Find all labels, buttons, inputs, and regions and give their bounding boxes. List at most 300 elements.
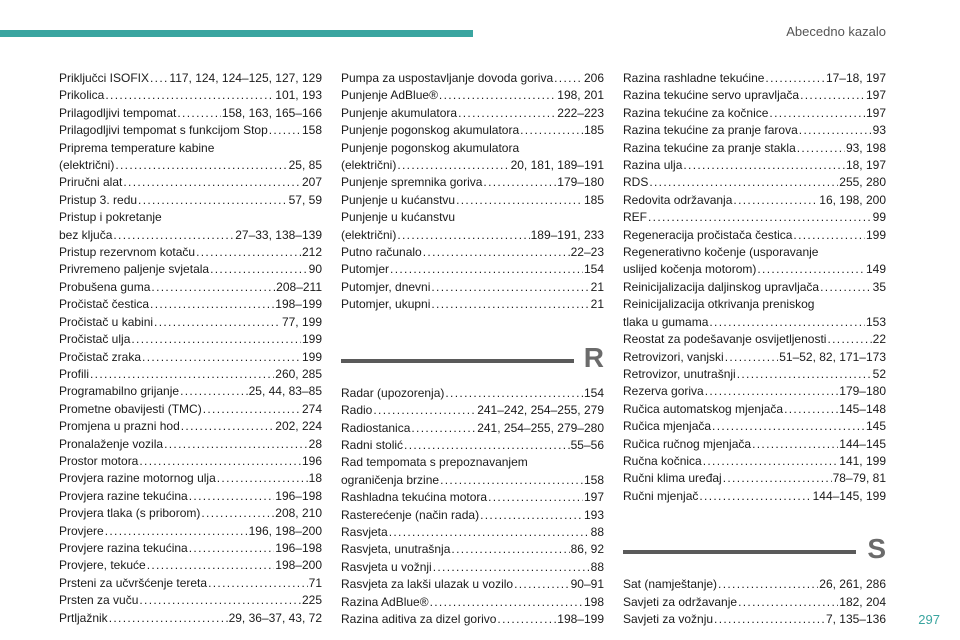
index-entry xyxy=(623,174,886,191)
entry-leader-dots xyxy=(797,140,845,157)
entry-term: Razina ulja xyxy=(623,158,683,173)
index-entry xyxy=(59,436,322,453)
entry-term: Prometne obavijesti (TMC) xyxy=(59,401,202,416)
entry-term: Prikolica xyxy=(59,88,105,103)
entry-leader-dots xyxy=(115,157,287,174)
entry-pages: 212 xyxy=(301,245,322,260)
index-entry xyxy=(623,488,886,505)
entry-pages: 198, 201 xyxy=(557,88,604,103)
entry-pages: 144–145, 199 xyxy=(812,488,886,503)
entry-term: Rezerva goriva xyxy=(623,384,704,399)
entry-leader-dots xyxy=(269,122,301,139)
entry-term: Putno računalo xyxy=(341,245,422,260)
index-entry xyxy=(341,541,604,558)
index-entry xyxy=(623,70,886,87)
index-entry xyxy=(341,385,604,402)
index-entry xyxy=(341,559,604,576)
entry-pages: 25, 44, 83–85 xyxy=(248,384,322,399)
index-entry xyxy=(341,472,604,489)
entry-term: Punjenje u kućanstvu xyxy=(341,192,456,207)
entry-pages: 145–148 xyxy=(839,401,886,416)
index-column-3 xyxy=(623,70,886,628)
entry-term: Putomjer xyxy=(341,262,390,277)
entry-term: Razina aditiva za dizel gorivo xyxy=(341,611,497,626)
index-entry xyxy=(341,594,604,611)
entry-leader-dots xyxy=(683,157,845,174)
entry-term: Ručica automatskog mjenjača xyxy=(623,401,784,416)
entry-pages: 260, 285 xyxy=(275,366,322,381)
index-entry xyxy=(59,418,322,435)
index-entry xyxy=(341,611,604,628)
entry-pages: 22 xyxy=(872,332,886,347)
entry-leader-dots xyxy=(445,385,583,402)
entry-term: Regeneracija pročistača čestica xyxy=(623,227,793,242)
index-entry xyxy=(623,349,886,366)
entry-pages: 27–33, 138–139 xyxy=(235,227,322,242)
index-entry-continued: Reinicijalizacija otkrivanja preniskog xyxy=(623,297,815,312)
entry-leader-dots xyxy=(109,610,228,627)
entry-pages: 274 xyxy=(301,401,322,416)
entry-pages: 26, 261, 286 xyxy=(819,577,886,592)
index-entry xyxy=(623,470,886,487)
index-entry xyxy=(59,610,322,627)
index-entry xyxy=(341,227,604,244)
entry-pages: 90–91 xyxy=(570,577,604,592)
entry-leader-dots xyxy=(714,611,825,628)
index-entry xyxy=(341,279,604,296)
index-entry xyxy=(623,453,886,470)
index-entry xyxy=(59,366,322,383)
entry-term: Prtljažnik xyxy=(59,610,108,625)
entry-term: Ručica ručnog mjenjača xyxy=(623,436,752,451)
entry-leader-dots xyxy=(147,557,275,574)
entry-term: Razina tekućine za kočnice xyxy=(623,105,769,120)
index-entry xyxy=(623,105,886,122)
index-entry xyxy=(623,261,886,278)
entry-pages: 197 xyxy=(865,105,886,120)
entry-leader-dots xyxy=(404,437,570,454)
entry-pages: 241–242, 254–255, 279 xyxy=(477,403,604,418)
entry-leader-dots xyxy=(208,575,308,592)
entry-pages: 179–180 xyxy=(839,384,886,399)
entry-pages: 35 xyxy=(872,279,886,294)
entry-leader-dots xyxy=(703,453,839,470)
entry-leader-dots xyxy=(389,524,590,541)
index-entry xyxy=(59,87,322,104)
entry-pages: 90 xyxy=(308,262,322,277)
index-list-r-continued xyxy=(623,70,886,505)
entry-term: Razina AdBlue® xyxy=(341,594,429,609)
entry-pages: 193 xyxy=(583,507,604,522)
entry-leader-dots xyxy=(139,592,301,609)
entry-pages: 196 xyxy=(301,453,322,468)
index-list-p-continued xyxy=(341,70,604,314)
entry-pages: 198–199 xyxy=(557,611,604,626)
entry-term: Programabilno grijanje xyxy=(59,384,180,399)
entry-term: Provjera tlaka (s priborom) xyxy=(59,506,201,521)
entry-term: Razina rashladne tekućine xyxy=(623,71,765,85)
entry-leader-dots xyxy=(820,279,872,296)
entry-leader-dots xyxy=(483,174,556,191)
entry-leader-dots xyxy=(181,418,275,435)
entry-pages: 25, 85 xyxy=(288,158,322,173)
entry-pages: 57, 59 xyxy=(288,192,322,207)
index-entry xyxy=(623,87,886,104)
entry-pages: 189–191, 233 xyxy=(530,227,604,242)
entry-leader-dots xyxy=(723,470,832,487)
entry-term: Savjeti za održavanje xyxy=(623,594,738,609)
index-entry xyxy=(59,279,322,296)
entry-pages: 185 xyxy=(583,192,604,207)
entry-pages: 158, 163, 165–166 xyxy=(221,105,322,120)
entry-pages: 21 xyxy=(590,279,604,294)
entry-leader-dots xyxy=(827,331,871,348)
entry-pages: 77, 199 xyxy=(281,314,322,329)
entry-pages: 153 xyxy=(865,314,886,329)
entry-term: Pročistač čestica xyxy=(59,297,150,312)
index-entry xyxy=(341,122,604,139)
entry-term: Radar (upozorenja) xyxy=(341,385,445,400)
entry-leader-dots xyxy=(397,227,529,244)
entry-leader-dots xyxy=(150,70,168,87)
index-entry xyxy=(623,576,886,593)
index-entry xyxy=(623,209,886,226)
entry-pages: 7, 135–136 xyxy=(825,611,886,626)
index-entry xyxy=(59,540,322,557)
entry-term: Provjera razine tekućina xyxy=(59,488,188,503)
index-entry xyxy=(623,314,886,331)
index-entry xyxy=(623,331,886,348)
entry-term: Reostat za podešavanje osvijetljenosti xyxy=(623,332,827,347)
letter-s: S xyxy=(867,533,886,565)
index-entry xyxy=(341,402,604,419)
entry-leader-dots xyxy=(793,227,865,244)
header-accent-bar xyxy=(0,30,473,37)
entry-pages: 71 xyxy=(308,575,322,590)
entry-term: Priključci ISOFIX xyxy=(59,71,150,85)
entry-term: Rasvjeta u vožnji xyxy=(341,559,432,574)
index-entry xyxy=(59,470,322,487)
entry-term: bez ključa xyxy=(59,227,113,242)
entry-term: Savjeti za vožnju xyxy=(623,611,714,626)
entry-pages: 101, 193 xyxy=(275,88,322,103)
entry-pages: 29, 36–37, 43, 72 xyxy=(228,610,322,625)
entry-pages: 88 xyxy=(590,524,604,539)
entry-leader-dots xyxy=(430,594,583,611)
entry-term: Retrovizor, unutrašnji xyxy=(623,366,736,381)
index-entry xyxy=(623,227,886,244)
entry-pages: 207 xyxy=(301,175,322,190)
entry-term: Rasvjeta xyxy=(341,524,388,539)
index-entry xyxy=(59,105,322,122)
index-entry xyxy=(623,611,886,628)
entry-term: Ručica mjenjača xyxy=(623,419,712,434)
index-entry xyxy=(623,192,886,209)
index-entry-continued: Priprema temperature kabine xyxy=(59,140,215,155)
entry-term: Ručni mjenjač xyxy=(623,488,699,503)
entry-leader-dots xyxy=(139,453,301,470)
index-entry xyxy=(59,349,322,366)
letter-heading-s xyxy=(623,530,886,568)
entry-pages: 199 xyxy=(865,227,886,242)
index-entry xyxy=(59,244,322,261)
entry-term: (električni) xyxy=(341,227,397,242)
entry-leader-dots xyxy=(458,105,556,122)
entry-term: Promjena u prazni hod xyxy=(59,419,180,434)
entry-term: Putomjer, ukupni xyxy=(341,297,431,312)
entry-pages: 199 xyxy=(301,332,322,347)
entry-leader-dots xyxy=(480,507,583,524)
index-entry xyxy=(59,157,322,174)
entry-leader-dots xyxy=(765,70,825,87)
entry-leader-dots xyxy=(520,122,583,139)
index-entry xyxy=(59,523,322,540)
entry-pages: 179–180 xyxy=(557,175,604,190)
entry-pages: 145 xyxy=(865,419,886,434)
entry-leader-dots xyxy=(737,366,872,383)
entry-term: Ručna kočnica xyxy=(623,453,702,468)
entry-term: REF xyxy=(623,210,647,225)
entry-leader-dots xyxy=(423,244,570,261)
index-entry xyxy=(341,420,604,437)
entry-pages: 208–211 xyxy=(276,279,322,294)
entry-pages: 52 xyxy=(872,366,886,381)
index-entry xyxy=(623,594,886,611)
entry-leader-dots xyxy=(189,540,275,557)
entry-pages: 206 xyxy=(583,71,604,85)
entry-pages: 22–23 xyxy=(570,245,604,260)
entry-term: Punjenje pogonskog akumulatora xyxy=(341,123,520,138)
index-entry xyxy=(59,261,322,278)
entry-leader-dots xyxy=(150,296,274,313)
index-entry xyxy=(341,261,604,278)
index-entry xyxy=(341,296,604,313)
entry-term: Priručni alat xyxy=(59,175,123,190)
entry-pages: 141, 199 xyxy=(839,453,886,468)
letter-r: R xyxy=(583,341,604,373)
entry-leader-dots xyxy=(390,261,583,278)
entry-leader-dots xyxy=(725,349,779,366)
entry-term: Ručni klima uređaj xyxy=(623,471,722,486)
entry-leader-dots xyxy=(733,192,818,209)
entry-term: Prilagodljivi tempomat s funkcijom Stop xyxy=(59,123,268,138)
entry-pages: 196–198 xyxy=(275,488,322,503)
entry-pages: 117, 124, 124–125, 127, 129 xyxy=(169,71,322,85)
entry-pages: 18, 197 xyxy=(845,158,886,173)
entry-leader-dots xyxy=(411,420,476,437)
index-entry xyxy=(341,437,604,454)
index-entry xyxy=(59,401,322,418)
entry-leader-dots xyxy=(439,87,556,104)
entry-term: Retrovizori, vanjski xyxy=(623,349,724,364)
entry-pages: 158 xyxy=(583,472,604,487)
entry-term: Razina tekućine za pranje farova xyxy=(623,123,798,138)
entry-leader-dots xyxy=(105,87,274,104)
index-entry xyxy=(59,174,322,191)
entry-leader-dots xyxy=(151,279,275,296)
entry-pages: 154 xyxy=(583,385,604,400)
entry-term: Sat (namještanje) xyxy=(623,577,718,592)
index-entry xyxy=(623,436,886,453)
index-entry-continued: Punjenje pogonskog akumulatora xyxy=(341,140,520,155)
entry-leader-dots xyxy=(705,383,839,400)
entry-pages: 241, 254–255, 279–280 xyxy=(477,420,604,435)
entry-term: Pročistač ulja xyxy=(59,332,131,347)
entry-term: ograničenja brzine xyxy=(341,472,440,487)
entry-leader-dots xyxy=(451,541,569,558)
index-entry xyxy=(623,418,886,435)
entry-term: Radio xyxy=(341,403,373,418)
index-entry xyxy=(341,70,604,87)
entry-term: Provjere razina tekućina xyxy=(59,540,188,555)
entry-pages: 86, 92 xyxy=(570,542,604,557)
index-entry-continued: Rad tempomata s prepoznavanjem xyxy=(341,455,528,470)
entry-leader-dots xyxy=(105,523,248,540)
index-entry xyxy=(59,383,322,400)
entry-term: Prilagodljivi tempomat xyxy=(59,105,177,120)
entry-term: Prsteni za učvršćenje tereta xyxy=(59,575,208,590)
entry-term: Putomjer, dnevni xyxy=(341,279,431,294)
entry-leader-dots xyxy=(189,488,275,505)
entry-leader-dots xyxy=(649,174,838,191)
entry-leader-dots xyxy=(488,489,583,506)
index-entry xyxy=(341,192,604,209)
entry-leader-dots xyxy=(113,227,234,244)
entry-leader-dots xyxy=(138,192,288,209)
entry-pages: 198–199 xyxy=(275,297,322,312)
section-title: Abecedno kazalo xyxy=(786,24,886,39)
entry-term: Provjere xyxy=(59,523,104,538)
index-entry xyxy=(623,279,886,296)
index-entry xyxy=(341,507,604,524)
index-entry-continued: Regenerativno kočenje (usporavanje xyxy=(623,245,819,260)
index-entry xyxy=(341,174,604,191)
entry-leader-dots xyxy=(800,87,865,104)
entry-term: Pristup rezervnom kotaču xyxy=(59,245,196,260)
entry-term: Profili xyxy=(59,366,90,381)
index-entry xyxy=(59,575,322,592)
entry-term: Rasterećenje (način rada) xyxy=(341,507,480,522)
entry-pages: 16, 198, 200 xyxy=(819,192,886,207)
entry-term: Probušena guma xyxy=(59,279,151,294)
entry-term: Provjere, tekuće xyxy=(59,558,146,573)
entry-term: Pročistač zraka xyxy=(59,349,142,364)
index-entry xyxy=(341,489,604,506)
index-entry xyxy=(59,592,322,609)
entry-pages: 182, 204 xyxy=(839,594,886,609)
entry-leader-dots xyxy=(203,401,301,418)
entry-pages: 198 xyxy=(583,594,604,609)
entry-leader-dots xyxy=(699,488,811,505)
entry-term: Punjenje akumulatora xyxy=(341,105,458,120)
entry-pages: 197 xyxy=(583,490,604,505)
entry-term: Pristup 3. redu xyxy=(59,192,138,207)
index-entry xyxy=(341,105,604,122)
entry-term: uslijed kočenja motorom) xyxy=(623,262,757,277)
entry-pages: 99 xyxy=(872,210,886,225)
index-entry xyxy=(341,244,604,261)
entry-pages: 255, 280 xyxy=(839,175,886,190)
index-entry xyxy=(59,557,322,574)
entry-leader-dots xyxy=(131,331,301,348)
entry-leader-dots xyxy=(373,402,476,419)
letter-divider xyxy=(341,359,574,363)
entry-term: tlaka u gumama xyxy=(623,314,709,329)
entry-term: Punjenje spremnika goriva xyxy=(341,175,483,190)
entry-pages: 225 xyxy=(301,593,322,608)
entry-leader-dots xyxy=(431,296,589,313)
entry-term: Radiostanica xyxy=(341,420,411,435)
entry-pages: 51–52, 82, 171–173 xyxy=(779,349,886,364)
entry-pages: 222–223 xyxy=(557,105,604,120)
entry-pages: 149 xyxy=(865,262,886,277)
entry-pages: 196, 198–200 xyxy=(248,523,322,538)
letter-heading-r xyxy=(341,339,604,377)
entry-leader-dots xyxy=(397,157,509,174)
entry-term: Razina tekućine servo upravljača xyxy=(623,88,800,103)
entry-leader-dots xyxy=(433,559,590,576)
index-entry xyxy=(623,383,886,400)
entry-pages: 208, 210 xyxy=(275,506,322,521)
entry-pages: 198–200 xyxy=(275,558,322,573)
entry-term: Redovita održavanja xyxy=(623,192,733,207)
entry-term: Privremeno paljenje svjetala xyxy=(59,262,210,277)
index-entry xyxy=(623,140,886,157)
entry-term: Prsten za vuču xyxy=(59,593,139,608)
entry-pages: 202, 224 xyxy=(275,419,322,434)
entry-leader-dots xyxy=(217,470,308,487)
entry-term: Rasvjeta za lakši ulazak u vozilo xyxy=(341,577,514,592)
entry-leader-dots xyxy=(431,279,589,296)
entry-term: Radni stolić xyxy=(341,437,404,452)
entry-term: Provjera razine motornog ulja xyxy=(59,471,216,486)
entry-pages: 21 xyxy=(590,297,604,312)
letter-divider xyxy=(623,550,856,554)
index-list-r xyxy=(341,385,604,629)
index-entry xyxy=(623,122,886,139)
entry-leader-dots xyxy=(142,349,301,366)
entry-term: Rashladna tekućina motora xyxy=(341,490,488,505)
index-entry xyxy=(623,401,886,418)
entry-leader-dots xyxy=(177,105,221,122)
entry-leader-dots xyxy=(712,418,865,435)
entry-pages: 28 xyxy=(308,436,322,451)
entry-term: Reinicijalizacija daljinskog upravljača xyxy=(623,279,820,294)
entry-pages: 144–145 xyxy=(839,436,886,451)
entry-leader-dots xyxy=(514,576,570,593)
index-column-1 xyxy=(59,70,322,627)
page-number: 297 xyxy=(918,612,940,627)
entry-term: Prostor motora xyxy=(59,453,139,468)
entry-pages: 20, 181, 189–191 xyxy=(510,158,604,173)
index-entry xyxy=(341,157,604,174)
index-entry xyxy=(341,87,604,104)
index-entry xyxy=(341,576,604,593)
entry-leader-dots xyxy=(210,261,308,278)
entry-term: (električni) xyxy=(59,158,115,173)
entry-leader-dots xyxy=(718,576,818,593)
index-entry xyxy=(623,366,886,383)
index-entry xyxy=(59,505,322,522)
entry-leader-dots xyxy=(154,314,281,331)
index-entry xyxy=(59,488,322,505)
index-list-s xyxy=(623,576,886,628)
entry-leader-dots xyxy=(201,505,274,522)
entry-term: RDS xyxy=(623,175,649,190)
index-entry xyxy=(623,157,886,174)
entry-leader-dots xyxy=(738,594,838,611)
index-entry xyxy=(59,227,322,244)
